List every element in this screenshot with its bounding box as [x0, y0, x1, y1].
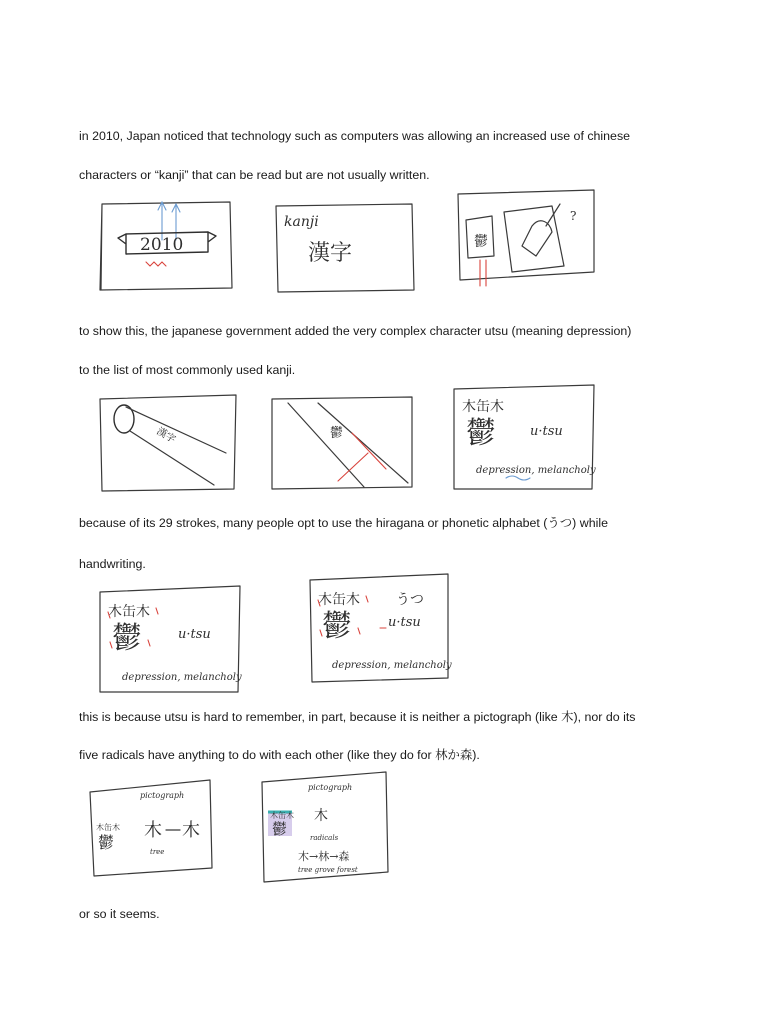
sketch-radicals-5: 木缶木: [270, 811, 294, 820]
text-line-4: to the list of most commonly used kanji.: [79, 363, 296, 377]
sketch-utsu-big-1: 鬱: [466, 416, 496, 451]
sketch-question: ?: [570, 209, 577, 223]
sketch-pictograph-label-1: pictograph: [140, 791, 185, 800]
sketch-utsu-small: 鬱: [474, 234, 488, 250]
sketch-utsu-mid-1: 鬱: [98, 833, 115, 852]
sketch-utsu-meaning: [450, 381, 598, 493]
sketch-utsu-mid-2: 鬱: [272, 820, 288, 838]
text-line-9: or so it seems.: [79, 907, 160, 921]
sketch-tree-char-3: 木: [314, 808, 328, 824]
sketch-reading-3: u·tsu: [388, 615, 421, 630]
sketch-forest-labels: tree grove forest: [298, 866, 358, 874]
sketch-utsu-big-2: 鬱: [112, 621, 142, 656]
sketch-utsu-strokes: [96, 582, 244, 696]
text-line-8: five radicals have anything to do with each other (like they do for 林か森).: [79, 748, 480, 762]
sketch-list-utsu: 鬱: [330, 426, 344, 441]
sketch-meaning-3: depression, melancholy: [332, 660, 452, 671]
sketch-pictograph-label-2: pictograph: [308, 783, 353, 792]
sketch-pictograph: [86, 776, 216, 880]
sketch-scroll: [96, 393, 238, 493]
sketch-utsu-hiragana: [306, 570, 452, 684]
sketch-radicals-2: 木缶木: [108, 604, 150, 620]
sketch-hiragana: うつ: [396, 592, 424, 608]
text-line-1: in 2010, Japan noticed that technology such as computers was allowing an increased use of chinese: [79, 129, 631, 143]
sketch-kanji-chars: 漢字: [308, 241, 353, 266]
text-line-3: to show this, the japanese government added the very complex character utsu (meaning depression): [79, 324, 632, 338]
sketch-radicals-4: 木缶木: [96, 823, 120, 832]
sketch-tree-label-1: tree: [150, 848, 165, 856]
text-line-2: characters or “kanji” that can be read but are not usually written.: [79, 168, 430, 182]
sketch-scroll-chars: 漢字: [154, 426, 178, 446]
text-line-6: handwriting.: [79, 557, 146, 571]
text-line-7: this is because utsu is hard to remember, in part, because it is neither a pictograph (like 木), nor do its: [79, 710, 636, 724]
sketch-writing-hand: [452, 186, 598, 290]
sketch-reading-2: u·tsu: [178, 627, 211, 642]
sketch-meaning-2: depression, melancholy: [122, 672, 242, 683]
sketch-reading-1: u·tsu: [530, 424, 563, 439]
sketch-utsu-big-3: 鬱: [322, 609, 352, 644]
sketch-radicals: [258, 768, 390, 886]
sketch-year: 2010: [140, 235, 184, 255]
sketch-meaning-1: depression, melancholy: [476, 465, 596, 476]
sketch-kanji-word: kanji: [284, 214, 319, 230]
sketch-radicals-label: radicals: [310, 834, 339, 842]
sketch-list: [268, 393, 416, 493]
sketch-radicals-3: 木缶木: [318, 592, 360, 608]
sketch-tree-char-1: 木: [144, 820, 162, 841]
sketch-kanji: [272, 200, 417, 296]
sketch-2010: [96, 196, 236, 294]
text-line-5: because of its 29 strokes, many people opt to use the hiragana or phonetic alphabet (うつ) while: [79, 516, 608, 530]
sketch-forest-chars: 木→林→森: [298, 850, 350, 863]
sketch-tree-char-2: 木: [182, 820, 200, 841]
sketch-radicals-1: 木缶木: [462, 399, 504, 415]
